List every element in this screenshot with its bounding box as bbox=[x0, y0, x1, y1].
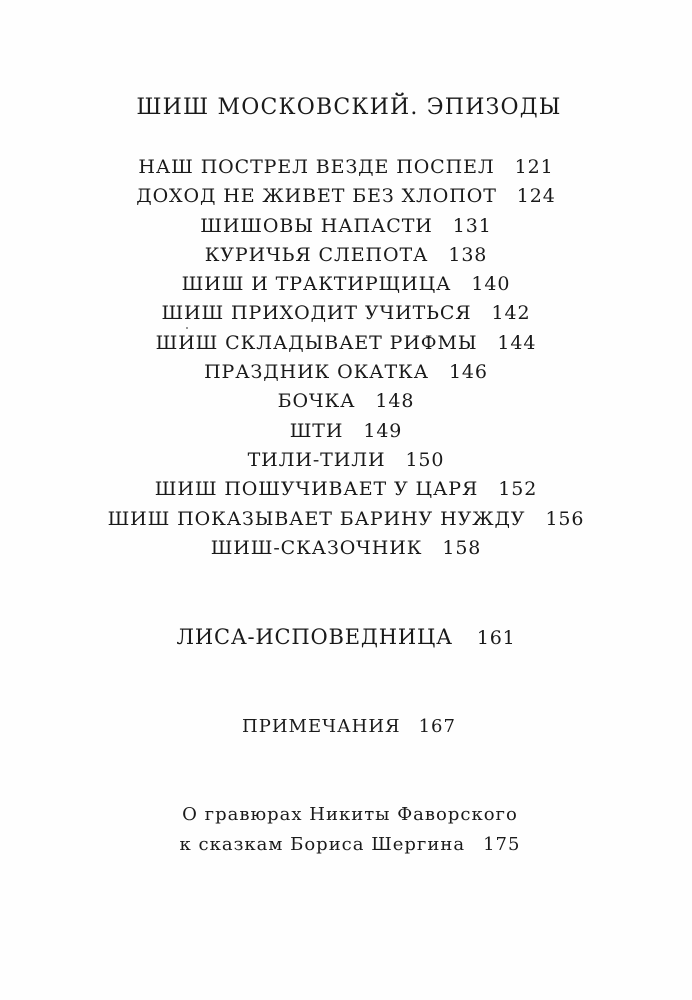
toc-entry-title-line2-row bbox=[8, 830, 692, 860]
toc-entry-page: 161 bbox=[476, 627, 516, 649]
toc-entry-title: ШИШОВЫ НАПАСТИ bbox=[200, 214, 433, 237]
toc-entry[interactable] bbox=[0, 241, 692, 270]
toc-entry-page: 146 bbox=[448, 361, 488, 384]
toc-entry-title: БОЧКА bbox=[277, 390, 356, 413]
toc-entry-title-line1: О гравюрах Никиты Фаворского bbox=[182, 804, 518, 825]
toc-entry-page: 149 bbox=[363, 419, 403, 442]
toc-entry-page: 124 bbox=[516, 185, 556, 208]
toc-entry[interactable] bbox=[0, 212, 692, 241]
toc-entry-lisa[interactable] bbox=[0, 622, 692, 653]
toc-entry-page: 142 bbox=[491, 302, 531, 325]
toc-entry-page: 148 bbox=[375, 390, 415, 413]
toc-entry-title: НАШ ПОСТРЕЛ ВЕЗДЕ ПОСПЕЛ bbox=[138, 156, 495, 178]
toc-entry[interactable] bbox=[0, 329, 692, 358]
toc-entry[interactable] bbox=[0, 417, 692, 446]
toc-entry-page: 121 bbox=[514, 156, 554, 178]
toc-entry[interactable] bbox=[0, 446, 692, 475]
toc-entry-title: ШИШ ПРИХОДИТ УЧИТЬСЯ bbox=[161, 302, 472, 325]
toc-entry-title: ТИЛИ-ТИЛИ bbox=[247, 448, 386, 471]
toc-entry-notes[interactable] bbox=[0, 712, 692, 742]
toc-entry-title: ШТИ bbox=[289, 419, 344, 442]
paper-speck bbox=[186, 327, 188, 329]
section-title: ШИШ МОСКОВСКИЙ. ЭПИЗОДЫ bbox=[136, 95, 562, 120]
toc-entry[interactable] bbox=[0, 505, 692, 534]
toc-entry-page: 138 bbox=[448, 243, 488, 266]
toc-entry-title: ПРАЗДНИК ОКАТКА bbox=[204, 361, 429, 384]
toc-entry-title: ШИШ ПОКАЗЫВАЕТ БАРИНУ НУЖДУ bbox=[107, 507, 526, 530]
toc-entry-title: КУРИЧЬЯ СЛЕПОТА bbox=[204, 243, 429, 266]
toc-entry-page: 140 bbox=[471, 273, 511, 296]
toc-entry[interactable] bbox=[0, 358, 692, 387]
toc-list bbox=[0, 153, 692, 563]
toc-entry-title: ПРИМЕЧАНИЯ bbox=[242, 716, 401, 737]
toc-entry[interactable] bbox=[0, 270, 692, 299]
toc-entry[interactable] bbox=[0, 153, 692, 182]
toc-entry[interactable] bbox=[0, 387, 692, 416]
toc-entry-page: 152 bbox=[498, 478, 538, 501]
toc-entry-title: ШИШ СКЛАДЫВАЕТ РИФМЫ bbox=[155, 331, 478, 354]
toc-entry[interactable] bbox=[0, 182, 692, 211]
toc-entry[interactable] bbox=[0, 299, 692, 328]
toc-entry-page: 175 bbox=[483, 834, 521, 855]
toc-entry-title: ДОХОД НЕ ЖИВЕТ БЕЗ ХЛОПОТ bbox=[136, 185, 497, 208]
toc-entry-title: ШИШ ПОШУЧИВАЕТ У ЦАРЯ bbox=[154, 478, 479, 501]
toc-entry-page: 150 bbox=[405, 448, 445, 471]
toc-entry-page: 167 bbox=[418, 716, 456, 737]
toc-entry-engravings[interactable] bbox=[0, 800, 692, 860]
toc-entry-title: ШИШ-СКАЗОЧНИК bbox=[210, 536, 423, 559]
toc-entry-title: ЛИСА-ИСПОВЕДНИЦА bbox=[176, 625, 453, 649]
toc-entry[interactable] bbox=[0, 475, 692, 504]
toc-entry-page: 156 bbox=[545, 507, 585, 530]
toc-entry-title: ШИШ И ТРАКТИРЩИЦА bbox=[181, 273, 452, 296]
toc-entry-page: 158 bbox=[442, 536, 482, 559]
toc-entry[interactable] bbox=[0, 534, 692, 563]
toc-entry-page: 131 bbox=[452, 214, 492, 237]
toc-entry-title-line2: к сказкам Бориса Шергина bbox=[179, 834, 466, 855]
toc-entry-page: 144 bbox=[497, 331, 537, 354]
